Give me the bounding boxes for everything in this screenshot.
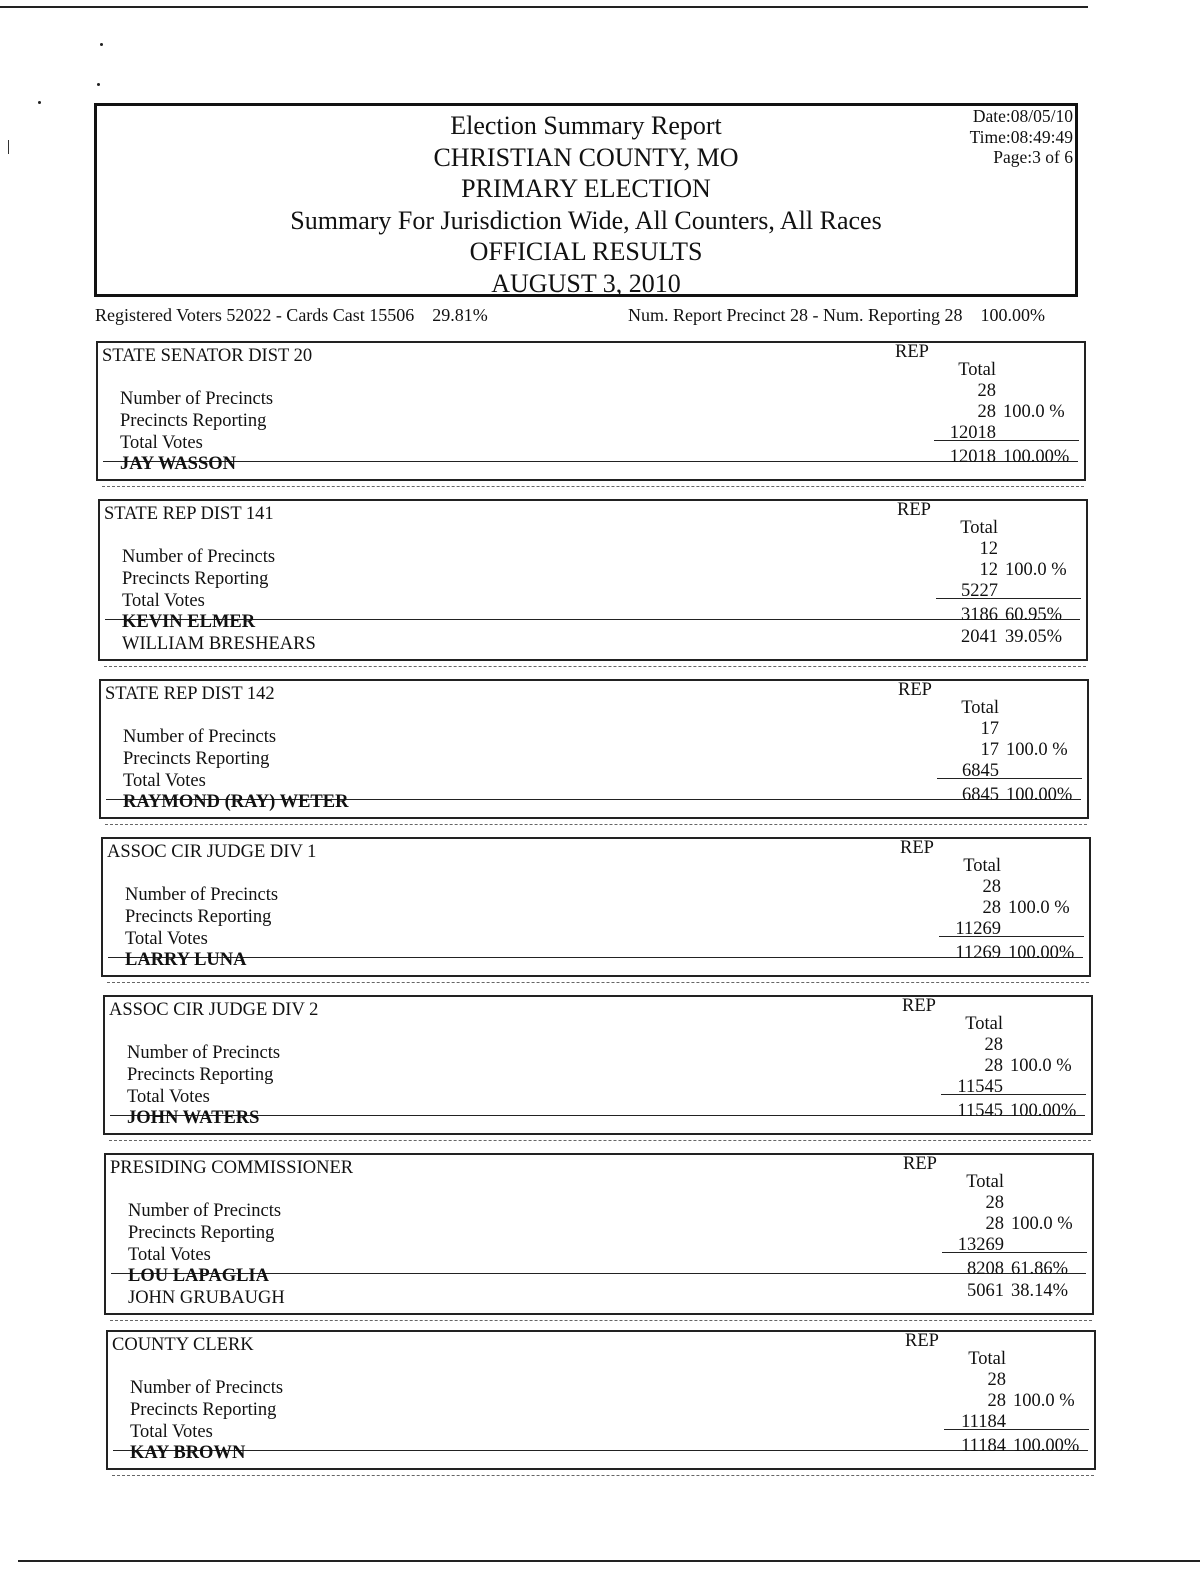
candidate-percent: 100.00% bbox=[1013, 1436, 1080, 1456]
total-votes-label: Total Votes bbox=[130, 1422, 213, 1442]
total-votes-value: 11269 bbox=[955, 919, 1001, 939]
precincts-reporting-label: Precincts Reporting bbox=[123, 749, 270, 769]
precincts-reporting-value: 28 bbox=[982, 898, 1001, 918]
total-votes-rule bbox=[944, 1429, 1089, 1430]
total-votes-value: 5227 bbox=[961, 581, 998, 601]
total-votes-value: 12018 bbox=[949, 423, 996, 443]
candidate-votes: 12018 bbox=[949, 447, 996, 467]
precincts-reporting-percent: 100.0 % bbox=[1005, 560, 1067, 580]
race-bottom-shadow bbox=[110, 1320, 1092, 1321]
candidate-percent: 61.86% bbox=[1011, 1259, 1069, 1279]
precincts-reporting-label: Precincts Reporting bbox=[130, 1400, 277, 1420]
race-block bbox=[103, 995, 1093, 1135]
race-block bbox=[104, 1153, 1094, 1315]
party-label: REP bbox=[905, 1331, 939, 1351]
precincts-reporting-label: Precincts Reporting bbox=[125, 907, 272, 927]
party-label: REP bbox=[898, 680, 932, 700]
report-page: Page:3 of 6 bbox=[993, 147, 1073, 167]
number-of-precincts-value: 28 bbox=[987, 1370, 1006, 1390]
race-title: ASSOC CIR JUDGE DIV 1 bbox=[107, 842, 317, 862]
race-block bbox=[98, 499, 1088, 661]
candidate-name: LARRY LUNA bbox=[125, 950, 247, 970]
race-bottom-shadow bbox=[104, 666, 1086, 667]
number-of-precincts-label: Number of Precincts bbox=[130, 1378, 284, 1398]
precincts-reporting-value: 28 bbox=[987, 1391, 1006, 1411]
total-votes-label: Total Votes bbox=[127, 1087, 210, 1107]
precincts-reporting-label: Precincts Reporting bbox=[120, 411, 267, 431]
summary-scope: Summary For Jurisdiction Wide, All Counters, All Races bbox=[290, 205, 882, 235]
precinct-reporting-summary: Num. Report Precinct 28 - Num. Reporting 28 100.00% bbox=[628, 305, 1045, 325]
precincts-reporting-percent: 100.0 % bbox=[1013, 1391, 1075, 1411]
total-column-header: Total bbox=[968, 1349, 1006, 1369]
total-votes-rule bbox=[934, 440, 1079, 441]
race-block bbox=[99, 679, 1089, 819]
total-votes-rule bbox=[936, 598, 1081, 599]
total-column-header: Total bbox=[961, 698, 999, 718]
precincts-reporting-value: 28 bbox=[984, 1056, 1003, 1076]
number-of-precincts-value: 28 bbox=[977, 381, 996, 401]
precincts-reporting-label: Precincts Reporting bbox=[128, 1223, 275, 1243]
candidate-name: WILLIAM BRESHEARS bbox=[122, 634, 316, 654]
total-votes-value: 13269 bbox=[957, 1235, 1004, 1255]
number-of-precincts-value: 28 bbox=[985, 1193, 1004, 1213]
candidate-name: RAYMOND (RAY) WETER bbox=[123, 792, 349, 812]
report-title: Election Summary Report bbox=[450, 111, 722, 140]
candidate-percent: 39.05% bbox=[1005, 627, 1063, 647]
race-bottom-shadow bbox=[109, 1140, 1091, 1141]
race-title: STATE REP DIST 141 bbox=[104, 504, 274, 524]
total-votes-value: 11545 bbox=[957, 1077, 1003, 1097]
number-of-precincts-label: Number of Precincts bbox=[128, 1201, 282, 1221]
number-of-precincts-label: Number of Precincts bbox=[120, 389, 274, 409]
candidate-percent: 100.00% bbox=[1006, 785, 1073, 805]
results-status: OFFICIAL RESULTS bbox=[469, 237, 703, 266]
party-label: REP bbox=[903, 1154, 937, 1174]
race-block bbox=[96, 341, 1086, 481]
candidate-votes: 6845 bbox=[962, 785, 999, 805]
candidate-percent: 100.00% bbox=[1010, 1101, 1077, 1121]
total-column-header: Total bbox=[966, 1172, 1004, 1192]
precincts-reporting-value: 12 bbox=[979, 560, 998, 580]
race-bottom-shadow bbox=[105, 824, 1087, 825]
candidate-name: JOHN GRUBAUGH bbox=[128, 1288, 285, 1308]
total-votes-label: Total Votes bbox=[120, 433, 203, 453]
candidate-votes: 11269 bbox=[955, 943, 1001, 963]
candidate-percent: 100.00% bbox=[1003, 447, 1070, 467]
race-title: PRESIDING COMMISSIONER bbox=[110, 1158, 354, 1178]
candidate-votes: 2041 bbox=[961, 627, 998, 647]
candidate-name: KAY BROWN bbox=[130, 1443, 246, 1463]
race-title: ASSOC CIR JUDGE DIV 2 bbox=[109, 1000, 319, 1020]
candidate-name: JOHN WATERS bbox=[127, 1108, 260, 1128]
scan-speck bbox=[38, 101, 41, 104]
candidate-votes: 8208 bbox=[967, 1259, 1004, 1279]
race-title: STATE SENATOR DIST 20 bbox=[102, 346, 313, 366]
precincts-reporting-percent: 100.0 % bbox=[1011, 1214, 1073, 1234]
candidate-percent: 100.00% bbox=[1008, 943, 1075, 963]
number-of-precincts-value: 28 bbox=[984, 1035, 1003, 1055]
number-of-precincts-label: Number of Precincts bbox=[122, 547, 276, 567]
county-name: CHRISTIAN COUNTY, MO bbox=[433, 142, 739, 172]
scan-mark bbox=[8, 140, 9, 154]
total-votes-value: 11184 bbox=[961, 1412, 1006, 1432]
total-votes-label: Total Votes bbox=[125, 929, 208, 949]
candidate-votes: 11184 bbox=[961, 1436, 1006, 1456]
page-top-rule bbox=[0, 6, 1088, 8]
precincts-reporting-label: Precincts Reporting bbox=[127, 1065, 274, 1085]
precincts-reporting-percent: 100.0 % bbox=[1006, 740, 1068, 760]
total-votes-rule bbox=[939, 936, 1084, 937]
precincts-reporting-percent: 100.0 % bbox=[1008, 898, 1070, 918]
total-column-header: Total bbox=[965, 1014, 1003, 1034]
header-title-block bbox=[97, 110, 1075, 299]
total-votes-value: 6845 bbox=[962, 761, 999, 781]
scan-speck bbox=[97, 83, 100, 86]
number-of-precincts-label: Number of Precincts bbox=[127, 1043, 281, 1063]
registered-voters-summary: Registered Voters 52022 - Cards Cast 15506 29.81% bbox=[95, 305, 488, 325]
total-column-header: Total bbox=[960, 518, 998, 538]
candidate-votes: 11545 bbox=[957, 1101, 1003, 1121]
report-header bbox=[94, 103, 1078, 297]
total-votes-rule bbox=[941, 1094, 1086, 1095]
report-meta bbox=[970, 106, 1073, 168]
race-block bbox=[101, 837, 1091, 977]
candidate-votes: 3186 bbox=[961, 605, 998, 625]
total-votes-label: Total Votes bbox=[123, 771, 206, 791]
precincts-reporting-label: Precincts Reporting bbox=[122, 569, 269, 589]
total-votes-label: Total Votes bbox=[122, 591, 205, 611]
number-of-precincts-label: Number of Precincts bbox=[125, 885, 279, 905]
report-time: Time:08:49:49 bbox=[969, 126, 1073, 147]
party-label: REP bbox=[895, 342, 929, 362]
total-column-header: Total bbox=[958, 360, 996, 380]
candidate-percent: 60.95% bbox=[1005, 605, 1063, 625]
party-label: REP bbox=[900, 838, 934, 858]
precincts-reporting-value: 28 bbox=[985, 1214, 1004, 1234]
scan-speck bbox=[100, 43, 103, 46]
total-column-header: Total bbox=[963, 856, 1001, 876]
number-of-precincts-value: 12 bbox=[979, 539, 998, 559]
race-bottom-shadow bbox=[107, 982, 1089, 983]
candidate-votes: 5061 bbox=[967, 1281, 1004, 1301]
race-bottom-shadow bbox=[102, 486, 1084, 487]
total-votes-rule bbox=[937, 778, 1082, 779]
number-of-precincts-value: 28 bbox=[982, 877, 1001, 897]
race-title: COUNTY CLERK bbox=[112, 1335, 254, 1355]
candidate-percent: 38.14% bbox=[1011, 1281, 1069, 1301]
total-votes-rule bbox=[942, 1252, 1087, 1253]
race-title: STATE REP DIST 142 bbox=[105, 684, 275, 704]
race-bottom-shadow bbox=[112, 1475, 1094, 1476]
page-bottom-rule bbox=[18, 1560, 1200, 1562]
precincts-reporting-percent: 100.0 % bbox=[1010, 1056, 1072, 1076]
party-label: REP bbox=[897, 500, 931, 520]
number-of-precincts-value: 17 bbox=[980, 719, 999, 739]
election-date: AUGUST 3, 2010 bbox=[491, 268, 681, 298]
precincts-reporting-percent: 100.0 % bbox=[1003, 402, 1065, 422]
total-votes-label: Total Votes bbox=[128, 1245, 211, 1265]
precincts-reporting-value: 17 bbox=[980, 740, 999, 760]
race-block bbox=[106, 1330, 1096, 1470]
election-name: PRIMARY ELECTION bbox=[461, 174, 711, 203]
number-of-precincts-label: Number of Precincts bbox=[123, 727, 277, 747]
party-label: REP bbox=[902, 996, 936, 1016]
candidate-name: LOU LAPAGLIA bbox=[128, 1266, 269, 1286]
candidate-name: JAY WASSON bbox=[120, 454, 237, 474]
report-date: Date:08/05/10 bbox=[972, 106, 1073, 126]
candidate-name: KEVIN ELMER bbox=[122, 612, 256, 632]
precincts-reporting-value: 28 bbox=[977, 402, 996, 422]
